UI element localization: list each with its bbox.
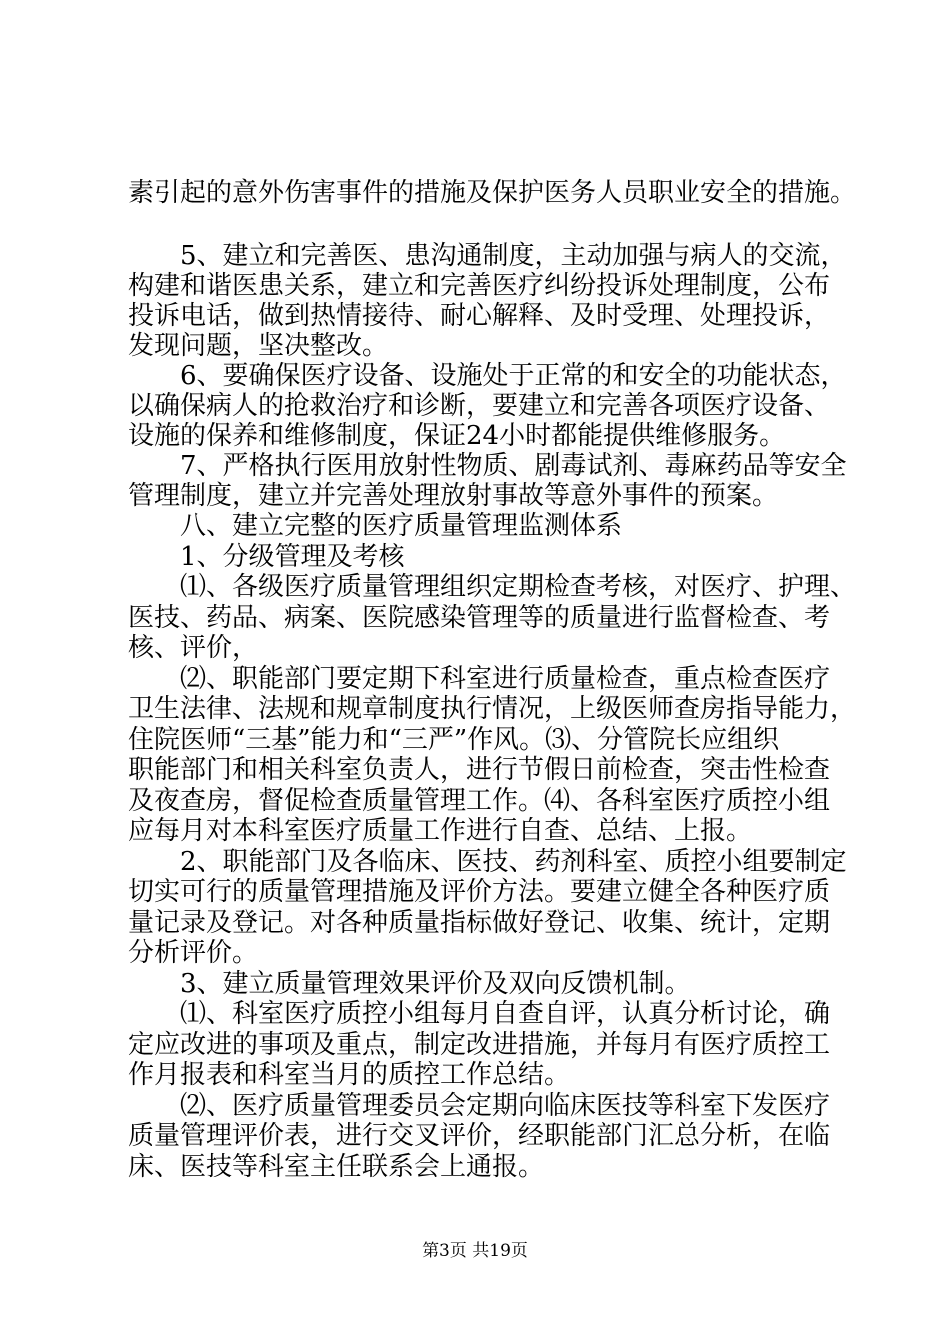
text-line: 以确保病人的抢救治疗和诊断，要建立和完善各项医疗设备、 [128, 391, 831, 421]
text-line: 量记录及登记。对各种质量指标做好登记、收集、统计，定期 [128, 908, 831, 938]
text-line: 卫生法律、法规和规章制度执行情况，上级医师查房指导能力， [128, 694, 857, 724]
text-line: 管理制度，建立并完善处理放射事故等意外事件的预案。 [128, 481, 779, 511]
text-line: ⑴、各级医疗质量管理组织定期检查考核，对医疗、护理、 [128, 572, 857, 602]
text-line: 设施的保养和维修制度，保证24小时都能提供维修服务。 [128, 421, 786, 451]
subsection-heading: 3、建立质量管理效果评价及双向反馈机制。 [128, 969, 691, 999]
text-line: 5、建立和完善医、患沟通制度，主动加强与病人的交流， [128, 241, 847, 271]
text-line: 应每月对本科室医疗质量工作进行自查、总结、上报。 [128, 816, 753, 846]
text-line: ⑵、医疗质量管理委员会定期向临床医技等科室下发医疗 [128, 1091, 831, 1121]
text-line: 切实可行的质量管理措施及评价方法。要建立健全各种医疗质 [128, 877, 831, 907]
text-line: 分析评价。 [128, 938, 259, 968]
text-line: 床、医技等科室主任联系会上通报。 [128, 1152, 545, 1182]
text-line: 7、严格执行医用放射性物质、剧毒试剂、毒麻药品等安全 [128, 451, 847, 481]
text-line: 核、评价， [128, 633, 259, 663]
text-line: 医技、药品、病案、医院感染管理等的质量进行监督检查、考 [128, 603, 831, 633]
text-line: 2、职能部门及各临床、医技、药剂科室、质控小组要制定 [128, 847, 847, 877]
section-heading: 八、建立完整的医疗质量管理监测体系 [128, 511, 623, 541]
text-line: 住院医师“三基”能力和“三严”作风。⑶、分管院长应组织 [128, 725, 780, 755]
text-line: 作月报表和科室当月的质控工作总结。 [128, 1060, 571, 1090]
page-number-footer: 第3页 共19页 [422, 1241, 528, 1261]
text-line: 构建和谐医患关系，建立和完善医疗纠纷投诉处理制度，公布 [128, 271, 831, 301]
text-line: 及夜查房，督促检查质量管理工作。⑷、各科室医疗质控小组 [128, 786, 831, 816]
text-line: 6、要确保医疗设备、设施处于正常的和安全的功能状态， [128, 361, 847, 391]
text-line: ⑵、职能部门要定期下科室进行质量检查，重点检查医疗 [128, 664, 831, 694]
text-line: 职能部门和相关科室负责人，进行节假日前检查，突击性检查 [128, 755, 831, 785]
text-line: 定应改进的事项及重点，制定改进措施，并每月有医疗质控工 [128, 1030, 831, 1060]
text-line: 素引起的意外伤害事件的措施及保护医务人员职业安全的措施。 [128, 178, 857, 208]
text-line: ⑴、科室医疗质控小组每月自查自评，认真分析讨论，确 [128, 999, 831, 1029]
text-line: 质量管理评价表，进行交叉评价，经职能部门汇总分析，在临 [128, 1121, 831, 1151]
text-line: 投诉电话，做到热情接待、耐心解释、及时受理、处理投诉， [128, 301, 831, 331]
subsection-heading: 1、分级管理及考核 [128, 542, 405, 572]
text-line: 发现问题，坚决整改。 [128, 331, 389, 361]
